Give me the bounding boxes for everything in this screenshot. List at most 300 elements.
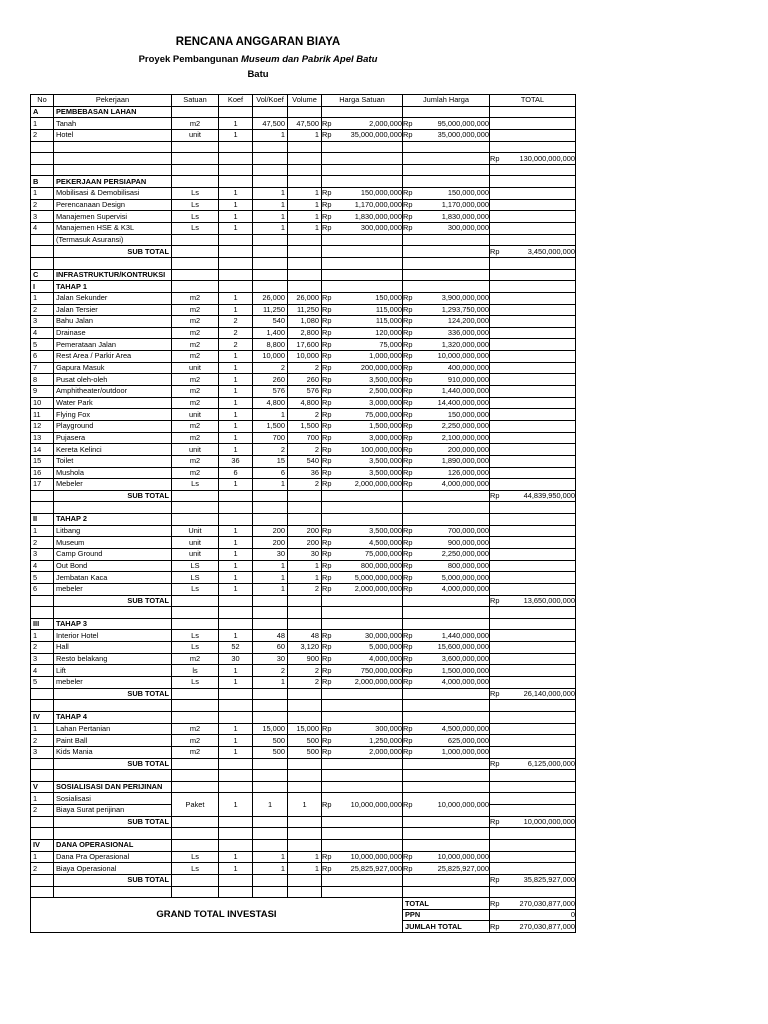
- cell-no: 6: [31, 583, 54, 595]
- currency-label: [490, 910, 492, 920]
- subtotal-label: SUB TOTAL: [54, 816, 172, 828]
- cell-total: [490, 514, 576, 526]
- cell-harga-satuan: [322, 432, 403, 444]
- cell-harga-satuan: [322, 176, 403, 188]
- cell-volume: 576: [288, 386, 322, 398]
- amount-value: 14,400,000,000: [437, 397, 489, 407]
- amount-value: 10,000,000,000: [523, 817, 575, 827]
- cell-harga-satuan: [322, 118, 403, 130]
- amount-value: 95,000,000,000: [437, 118, 489, 128]
- subtotal-row: [31, 153, 576, 165]
- table-row: [31, 677, 576, 689]
- amount-value: 336,000,000: [447, 328, 489, 338]
- currency-label: Rp: [322, 537, 332, 547]
- cell-vol-koef: [253, 618, 288, 630]
- cell-vol-koef: [253, 840, 288, 852]
- currency-label: Rp: [403, 467, 413, 477]
- amount-value: 2,250,000,000: [441, 549, 489, 559]
- currency-label: Rp: [322, 386, 332, 396]
- cell-no: 1: [31, 188, 54, 200]
- cell-koef: 1: [219, 677, 253, 689]
- amount-value: 35,000,000,000: [350, 130, 402, 140]
- cell-harga-satuan: [322, 281, 403, 293]
- amount-value: 3,500,000: [369, 467, 402, 477]
- cell-koef: 1: [219, 735, 253, 747]
- cell-vol-koef: [253, 281, 288, 293]
- cell-pekerjaan: Manajemen HSE & K3L: [54, 223, 172, 235]
- cell-volume: [288, 816, 322, 828]
- currency-label: Rp: [322, 526, 332, 536]
- cell-volume: [288, 607, 322, 619]
- section-title: PEKERJAAN PERSIAPAN: [54, 176, 172, 188]
- cell-pekerjaan: Camp Ground: [54, 548, 172, 560]
- cell-satuan: Ls: [172, 677, 219, 689]
- amount-value: 35,000,000,000: [437, 130, 489, 140]
- cell-koef: [219, 141, 253, 153]
- amount-value: 910,000,000: [447, 374, 489, 384]
- cell-no: II: [31, 514, 54, 526]
- cell-vol-koef: 1: [253, 199, 288, 211]
- cell-satuan: Ls: [172, 851, 219, 863]
- cell-volume: 2: [288, 677, 322, 689]
- currency-label: Rp: [322, 351, 332, 361]
- cell-harga-satuan: [322, 595, 403, 607]
- currency-label: Rp: [322, 223, 332, 233]
- section-title: TAHAP 3: [54, 618, 172, 630]
- cell-pekerjaan: Resto belakang: [54, 653, 172, 665]
- cell-satuan: unit: [172, 129, 219, 141]
- cell-harga-satuan: [322, 537, 403, 549]
- table-row: [31, 455, 576, 467]
- cell-koef: 2: [219, 327, 253, 339]
- subtitle-prefix: Proyek Pembangunan: [138, 54, 242, 65]
- cell-satuan: [172, 711, 219, 723]
- cell-volume: 1,080: [288, 316, 322, 328]
- budget-table: [30, 94, 576, 933]
- cell-vol-koef: [253, 874, 288, 886]
- cell-jumlah-harga: [403, 607, 490, 619]
- cell-koef: [219, 770, 253, 782]
- currency-label: Rp: [322, 200, 332, 210]
- cell-harga-satuan: [322, 816, 403, 828]
- amount-value: 3,000,000: [369, 432, 402, 442]
- cell-satuan: [172, 502, 219, 514]
- cell-harga-satuan: [322, 677, 403, 689]
- subtotal-value: [490, 758, 576, 770]
- cell-volume: 500: [288, 735, 322, 747]
- cell-volume: 1: [288, 851, 322, 863]
- cell-no: [31, 816, 54, 828]
- cell-volume: [288, 269, 322, 281]
- cell-no: 6: [31, 351, 54, 363]
- cell-vol-koef: [253, 246, 288, 258]
- table-row: [31, 537, 576, 549]
- subtotal-value: [490, 595, 576, 607]
- col-header-harga-satuan: Harga Satuan: [322, 95, 403, 107]
- amount-value: 150,000,000: [447, 409, 489, 419]
- cell-koef: [219, 874, 253, 886]
- amount-value: 150,000,000: [360, 188, 402, 198]
- cell-total: [490, 304, 576, 316]
- cell-koef: 36: [219, 455, 253, 467]
- cell-koef: 1: [219, 432, 253, 444]
- cell-volume: 260: [288, 374, 322, 386]
- currency-label: Rp: [322, 374, 332, 384]
- cell-satuan: Ls: [172, 583, 219, 595]
- cell-no: 10: [31, 397, 54, 409]
- cell-koef: [219, 607, 253, 619]
- cell-total: [490, 653, 576, 665]
- cell-jumlah-harga: [403, 327, 490, 339]
- cell-satuan: [172, 781, 219, 793]
- cell-harga-satuan: [322, 164, 403, 176]
- cell-koef: [219, 840, 253, 852]
- table-row: [31, 129, 576, 141]
- cell-no: 5: [31, 572, 54, 584]
- cell-harga-satuan: [322, 479, 403, 491]
- cell-total: [490, 607, 576, 619]
- cell-satuan: m2: [172, 339, 219, 351]
- cell-volume: [288, 490, 322, 502]
- cell-satuan: [172, 816, 219, 828]
- cell-total: [490, 886, 576, 898]
- currency-label: Rp: [403, 479, 413, 489]
- cell-no: [31, 828, 54, 840]
- cell-volume: 1,500: [288, 420, 322, 432]
- cell-koef: 1: [219, 723, 253, 735]
- cell-total: [490, 141, 576, 153]
- section-header-row: [31, 840, 576, 852]
- cell-satuan: unit: [172, 537, 219, 549]
- amount-value: 1,320,000,000: [441, 339, 489, 349]
- cell-vol-koef: [253, 700, 288, 712]
- cell-pekerjaan: [54, 141, 172, 153]
- cell-jumlah-harga: [403, 199, 490, 211]
- table-row: [31, 362, 576, 374]
- cell-koef: [219, 234, 253, 246]
- cell-harga-satuan: [322, 304, 403, 316]
- cell-total: [490, 572, 576, 584]
- cell-koef: 1: [219, 374, 253, 386]
- amount-value: 2,000,000,000: [354, 677, 402, 687]
- currency-label: Rp: [322, 479, 332, 489]
- cell-harga-satuan: [322, 735, 403, 747]
- cell-volume: 2,800: [288, 327, 322, 339]
- cell-no: 3: [31, 316, 54, 328]
- amount-value: 1,500,000: [369, 421, 402, 431]
- cell-jumlah-harga: [403, 840, 490, 852]
- cell-koef: [219, 176, 253, 188]
- cell-total: [490, 537, 576, 549]
- cell-jumlah-harga: [403, 711, 490, 723]
- cell-satuan: [172, 141, 219, 153]
- cell-jumlah-harga: [403, 642, 490, 654]
- currency-label: Rp: [403, 118, 413, 128]
- cell-vol-koef: 1: [253, 677, 288, 689]
- cell-harga-satuan: [322, 688, 403, 700]
- cell-no: 1: [31, 723, 54, 735]
- cell-koef: [219, 828, 253, 840]
- cell-volume: [288, 770, 322, 782]
- currency-label: Rp: [322, 665, 332, 675]
- cell-vol-koef: [253, 886, 288, 898]
- amount-value: 900,000,000: [447, 537, 489, 547]
- cell-total: [490, 502, 576, 514]
- table-row: [31, 851, 576, 863]
- cell-harga-satuan: [322, 525, 403, 537]
- cell-pekerjaan: Hall: [54, 642, 172, 654]
- amount-value: 625,000,000: [447, 735, 489, 745]
- cell-vol-koef: [253, 176, 288, 188]
- currency-label: Rp: [490, 153, 500, 163]
- amount-value: 200,000,000: [447, 444, 489, 454]
- cell-harga-satuan: [322, 630, 403, 642]
- cell-volume: 30: [288, 548, 322, 560]
- table-row: [31, 339, 576, 351]
- cell-volume: [288, 153, 322, 165]
- cell-koef: 1: [219, 851, 253, 863]
- cell-satuan: m2: [172, 746, 219, 758]
- cell-total: [490, 583, 576, 595]
- currency-label: Rp: [322, 735, 332, 745]
- cell-jumlah-harga: [403, 223, 490, 235]
- cell-koef: 1: [219, 572, 253, 584]
- subtotal-label: [54, 153, 172, 165]
- amount-value: 126,000,000: [447, 467, 489, 477]
- cell-koef: [219, 595, 253, 607]
- cell-volume: 900: [288, 653, 322, 665]
- section-title: TAHAP 2: [54, 514, 172, 526]
- cell-pekerjaan: Dana Pra Operasional: [54, 851, 172, 863]
- cell-no: [31, 234, 54, 246]
- amount-value: 2,000,000,000: [354, 479, 402, 489]
- cell-satuan: [172, 688, 219, 700]
- cell-harga-satuan: [322, 874, 403, 886]
- cell-harga-satuan: [322, 607, 403, 619]
- amount-value: 2,500,000: [369, 386, 402, 396]
- currency-label: Rp: [322, 677, 332, 687]
- cell-jumlah-harga: [403, 583, 490, 595]
- cell-no: [31, 688, 54, 700]
- cell-volume: 1: [288, 188, 322, 200]
- table-row: [31, 420, 576, 432]
- cell-harga-satuan: [322, 467, 403, 479]
- cell-vol-koef: [253, 514, 288, 526]
- cell-no: 1: [31, 793, 54, 805]
- cell-harga-satuan: [322, 886, 403, 898]
- cell-jumlah-harga: [403, 490, 490, 502]
- cell-vol-koef: 30: [253, 548, 288, 560]
- cell-jumlah-harga: [403, 537, 490, 549]
- cell-koef: 1: [219, 746, 253, 758]
- table-row: [31, 292, 576, 304]
- empty-row: [31, 700, 576, 712]
- cell-jumlah-harga: [403, 153, 490, 165]
- col-header-no: No: [31, 95, 54, 107]
- cell-no: [31, 502, 54, 514]
- cell-jumlah-harga: [403, 781, 490, 793]
- cell-volume: [288, 711, 322, 723]
- cell-jumlah-harga: [403, 432, 490, 444]
- table-row: [31, 560, 576, 572]
- table-row: [31, 630, 576, 642]
- section-header-row: [31, 176, 576, 188]
- cell-vol-koef: 540: [253, 316, 288, 328]
- cell-jumlah-harga: [403, 723, 490, 735]
- cell-no: 16: [31, 467, 54, 479]
- amount-value: 10,000,000,000: [437, 799, 489, 809]
- cell-jumlah-harga: [403, 467, 490, 479]
- cell-satuan: Ls: [172, 223, 219, 235]
- cell-jumlah-harga: [403, 828, 490, 840]
- cell-pekerjaan: Mobilisasi & Demobilisasi: [54, 188, 172, 200]
- cell-total: [490, 129, 576, 141]
- currency-label: Rp: [403, 223, 413, 233]
- cell-harga-satuan: [322, 455, 403, 467]
- cell-pekerjaan: Interior Hotel: [54, 630, 172, 642]
- cell-vol-koef: 1: [253, 409, 288, 421]
- cell-koef: 1: [219, 548, 253, 560]
- cell-koef: 1: [219, 525, 253, 537]
- table-row: [31, 386, 576, 398]
- cell-total: [490, 409, 576, 421]
- cell-koef: 1: [219, 409, 253, 421]
- cell-volume: 200: [288, 525, 322, 537]
- cell-koef: 1: [219, 351, 253, 363]
- currency-label: Rp: [403, 654, 413, 664]
- cell-satuan: [172, 176, 219, 188]
- cell-harga-satuan: [322, 129, 403, 141]
- currency-label: Rp: [403, 642, 413, 652]
- cell-jumlah-harga: [403, 572, 490, 584]
- cell-no: 5: [31, 677, 54, 689]
- cell-vol-koef: [253, 269, 288, 281]
- amount-value: 10,000,000,000: [350, 799, 402, 809]
- cell-koef: [219, 281, 253, 293]
- cell-volume: 2: [288, 479, 322, 491]
- empty-row: [31, 164, 576, 176]
- cell-vol-koef: 200: [253, 537, 288, 549]
- cell-volume: 1: [288, 560, 322, 572]
- amount-value: 1,830,000,000: [354, 211, 402, 221]
- cell-harga-satuan: [322, 781, 403, 793]
- cell-satuan: Ls: [172, 199, 219, 211]
- cell-satuan: unit: [172, 362, 219, 374]
- document-title: RENCANA ANGGARAN BIAYA: [175, 36, 341, 48]
- cell-pekerjaan: mebeler: [54, 677, 172, 689]
- cell-satuan: m2: [172, 467, 219, 479]
- grand-line-value: [490, 909, 576, 921]
- section-header-row: [31, 618, 576, 630]
- currency-label: Rp: [403, 432, 413, 442]
- cell-total: [490, 432, 576, 444]
- cell-harga-satuan: [322, 444, 403, 456]
- cell-total: [490, 828, 576, 840]
- currency-label: Rp: [490, 758, 500, 768]
- cell-total: [490, 281, 576, 293]
- cell-koef: 1: [219, 211, 253, 223]
- amount-value: 75,000: [379, 339, 402, 349]
- currency-label: Rp: [403, 374, 413, 384]
- amount-value: 3,450,000,000: [527, 246, 575, 256]
- cell-pekerjaan: [54, 257, 172, 269]
- cell-no: B: [31, 176, 54, 188]
- currency-label: Rp: [322, 339, 332, 349]
- cell-volume: [288, 595, 322, 607]
- cell-satuan: [172, 758, 219, 770]
- cell-satuan: [172, 281, 219, 293]
- cell-satuan: Ls: [172, 642, 219, 654]
- cell-pekerjaan: Kereta Kelinci: [54, 444, 172, 456]
- subtotal-row: [31, 758, 576, 770]
- cell-vol-koef: [253, 234, 288, 246]
- cell-no: [31, 758, 54, 770]
- cell-volume: 1: [288, 572, 322, 584]
- amount-value: 2,100,000,000: [441, 432, 489, 442]
- cell-pekerjaan: Hotel: [54, 129, 172, 141]
- cell-harga-satuan: [322, 793, 403, 816]
- table-row: [31, 304, 576, 316]
- cell-no: [31, 153, 54, 165]
- cell-jumlah-harga: [403, 257, 490, 269]
- cell-no: 12: [31, 420, 54, 432]
- cell-total: [490, 257, 576, 269]
- cell-volume: [288, 886, 322, 898]
- cell-jumlah-harga: [403, 525, 490, 537]
- cell-jumlah-harga: [403, 746, 490, 758]
- amount-value: 25,825,927,000: [350, 863, 402, 873]
- currency-label: Rp: [403, 747, 413, 757]
- cell-vol-koef: 10,000: [253, 351, 288, 363]
- grand-total-label: GRAND TOTAL INVESTASI: [31, 898, 403, 933]
- cell-pekerjaan: Mushola: [54, 467, 172, 479]
- table-row: [31, 583, 576, 595]
- currency-label: Rp: [322, 584, 332, 594]
- cell-volume: 48: [288, 630, 322, 642]
- cell-harga-satuan: [322, 153, 403, 165]
- amount-value: 800,000,000: [447, 560, 489, 570]
- cell-koef: 1: [219, 188, 253, 200]
- cell-no: 17: [31, 479, 54, 491]
- currency-label: Rp: [403, 339, 413, 349]
- cell-satuan: LS: [172, 560, 219, 572]
- cell-koef: 1: [219, 630, 253, 642]
- cell-satuan: Paket: [172, 793, 219, 816]
- cell-total: [490, 746, 576, 758]
- cell-harga-satuan: [322, 723, 403, 735]
- cell-koef: 1: [219, 560, 253, 572]
- cell-no: C: [31, 269, 54, 281]
- section-title: TAHAP 4: [54, 711, 172, 723]
- section-title: TAHAP 1: [54, 281, 172, 293]
- cell-no: I: [31, 281, 54, 293]
- cell-vol-koef: 1: [253, 793, 288, 816]
- cell-volume: 3,120: [288, 642, 322, 654]
- currency-label: Rp: [403, 351, 413, 361]
- cell-pekerjaan: Mebeler: [54, 479, 172, 491]
- cell-jumlah-harga: [403, 374, 490, 386]
- cell-pekerjaan: [54, 886, 172, 898]
- cell-jumlah-harga: [403, 758, 490, 770]
- currency-label: Rp: [322, 456, 332, 466]
- cell-no: 4: [31, 665, 54, 677]
- cell-koef: [219, 781, 253, 793]
- cell-volume: [288, 618, 322, 630]
- amount-value: 1,890,000,000: [441, 456, 489, 466]
- amount-value: 1,170,000,000: [354, 200, 402, 210]
- cell-jumlah-harga: [403, 141, 490, 153]
- amount-value: 400,000,000: [447, 363, 489, 373]
